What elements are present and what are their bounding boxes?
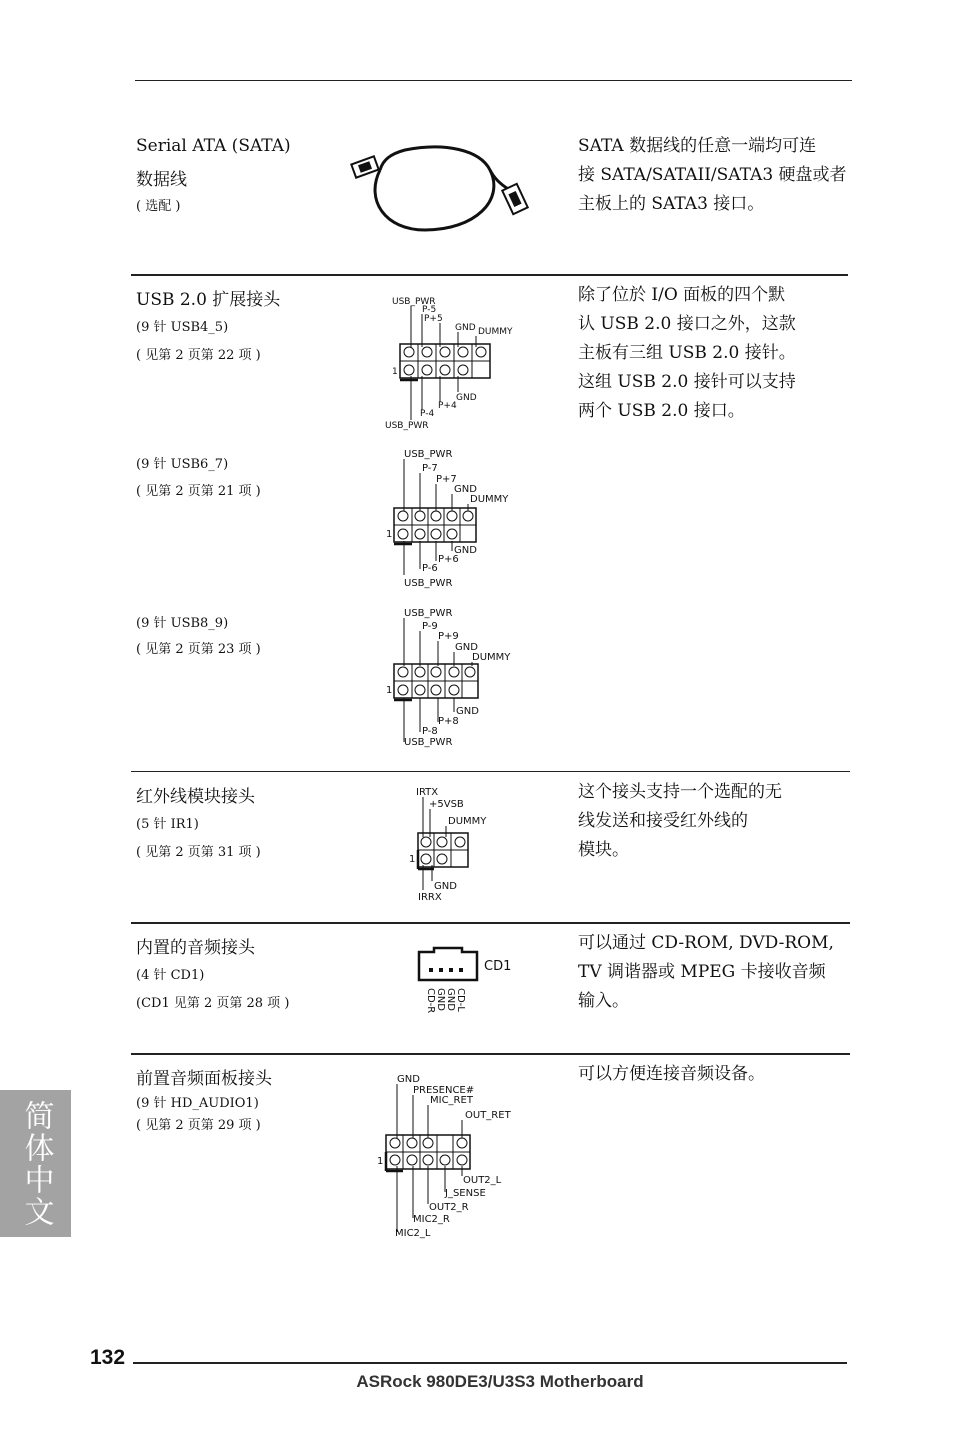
ir-description: [578, 778, 782, 865]
page-number: 132: [90, 1346, 126, 1369]
pin-label: GND: [397, 1074, 420, 1085]
pin1-marker: 1: [386, 685, 393, 696]
hd-audio-header-diagram: [375, 1070, 535, 1242]
sata-title-2: 数据线: [136, 170, 187, 190]
usb2-ref: ( 见第 2 页第 21 项 ): [136, 484, 261, 499]
audio-ref: ( 见第 2 页第 29 项 ): [136, 1118, 261, 1133]
audio-title: 前置音频面板接头: [136, 1069, 272, 1089]
usb3-pins: (9 针 USB8_9): [136, 616, 229, 631]
usb3-ref: ( 见第 2 页第 23 项 ): [136, 642, 261, 657]
ir-ref: ( 见第 2 页第 31 项 ): [136, 845, 261, 860]
footer-product: ASRock 980DE3/U3S3 Motherboard: [356, 1372, 644, 1391]
pin-label: P-9: [422, 621, 438, 632]
pin-label: GND: [456, 393, 477, 403]
pin-label: OUT2_L: [463, 1175, 502, 1186]
language-label: 简体中文: [18, 1099, 54, 1228]
pin-label: DUMMY: [448, 816, 487, 827]
usb1-ref: ( 见第 2 页第 22 项 ): [136, 348, 261, 363]
cd-header-diagram: [414, 946, 524, 1022]
pin-label: USB_PWR: [404, 449, 453, 460]
pin-label: P-8: [422, 726, 438, 737]
pin-label: USB_PWR: [404, 737, 453, 748]
pin-label: P-4: [420, 409, 435, 419]
pin1-marker: 1: [409, 854, 416, 865]
footer-rule: [133, 1362, 847, 1364]
pin-label: MIC2_R: [413, 1214, 450, 1225]
pin-label: P+5: [424, 314, 443, 324]
language-side-tab: [0, 1090, 71, 1237]
sata-desc-line: SATA 数据线的任意一端均可连: [578, 136, 817, 156]
ir-desc-line: 这个接头支持一个选配的无: [578, 782, 782, 802]
pin1-marker: 1: [377, 1156, 384, 1167]
cd-pins: (4 针 CD1): [136, 968, 205, 983]
pin-label: OUT_RET: [465, 1110, 511, 1121]
pin1-marker: 1: [392, 367, 398, 377]
usb-desc-line: 两个 USB 2.0 接口。: [578, 401, 745, 421]
cd-desc-line: 输入。: [578, 991, 629, 1011]
usb4-5-header-diagram: [380, 292, 530, 432]
pin-label: GND: [445, 988, 456, 1011]
cd1-label: CD1: [484, 959, 512, 974]
pin-label: P-7: [422, 463, 438, 474]
usb-desc-line: 认 USB 2.0 接口之外，这款: [578, 314, 796, 334]
pin-label: USB_PWR: [385, 421, 429, 431]
section-rule: [131, 922, 850, 924]
usb-title: USB 2.0 扩展接头: [136, 290, 281, 310]
pin-label: MIC2_L: [395, 1228, 431, 1239]
sata-desc-line: 主板上的 SATA3 接口。: [578, 194, 765, 214]
pin-label: P+7: [436, 474, 457, 485]
usb-desc-line: 除了位於 I/O 面板的四个默: [578, 285, 786, 305]
pin-label: DUMMY: [472, 652, 511, 663]
cd-description: [578, 929, 834, 1016]
sata-description: [578, 132, 847, 219]
sata-title: Serial ATA (SATA): [136, 136, 291, 156]
usb2-pins: (9 针 USB6_7): [136, 457, 229, 472]
pin-label: P-5: [422, 305, 437, 315]
audio-description: [578, 1060, 765, 1089]
cd-title: 内置的音频接头: [136, 938, 255, 958]
usb6-7-header-diagram: [380, 445, 530, 595]
usb-desc-line: 主板有三组 USB 2.0 接针。: [578, 343, 796, 363]
pin-label: USB_PWR: [404, 608, 453, 619]
cd-desc-line: TV 调谐器或 MPEG 卡接收音频: [578, 962, 826, 982]
sata-desc-line: 接 SATA/SATAII/SATA3 硬盘或者: [578, 165, 847, 185]
cd-ref: (CD1 见第 2 页第 28 项 ): [136, 996, 290, 1011]
pin-label: CD-R: [425, 988, 436, 1014]
ir-header-diagram: [400, 782, 510, 906]
pin-label: USB_PWR: [392, 297, 436, 307]
ir-desc-line: 模块。: [578, 840, 629, 860]
pin-label: GND: [455, 323, 476, 333]
pin-label: GND: [454, 545, 477, 556]
section-rule: [131, 771, 850, 772]
pin-label: P-6: [422, 563, 438, 574]
pin-label: P+9: [438, 631, 459, 642]
pin-label: PRESENCE#: [413, 1085, 475, 1096]
pin-label: USB_PWR: [404, 578, 453, 589]
pin-label: CD-L: [455, 988, 466, 1012]
ir-title: 红外线模块接头: [136, 787, 255, 807]
pin-label: DUMMY: [470, 494, 509, 505]
pin-label: +5VSB: [429, 799, 464, 810]
usb1-pins: (9 针 USB4_5): [136, 320, 229, 335]
ir-pins: (5 针 IR1): [136, 817, 199, 832]
ir-desc-line: 线发送和接受红外线的: [578, 811, 748, 831]
pin-label: J_SENSE: [445, 1188, 486, 1199]
pin-label: IRTX: [416, 787, 439, 798]
pin-label: IRRX: [418, 892, 442, 903]
pin-label: DUMMY: [478, 327, 513, 337]
section-rule: [131, 1053, 850, 1055]
pin-label: GND: [456, 706, 479, 717]
cd-desc-line: 可以通过 CD-ROM, DVD-ROM,: [578, 933, 834, 953]
pin-label: MIC_RET: [430, 1095, 473, 1106]
top-rule: [135, 80, 852, 81]
usb-description: [578, 281, 796, 426]
sata-cable-image: [345, 140, 545, 240]
pin-label: GND: [435, 988, 446, 1011]
pin-label: P+6: [438, 554, 459, 565]
audio-pins: (9 针 HD_AUDIO1): [136, 1096, 259, 1111]
usb-desc-line: 这组 USB 2.0 接针可以支持: [578, 372, 796, 392]
pin-label: GND: [434, 881, 457, 892]
pin-label: GND: [455, 642, 478, 653]
pin-label: P+8: [438, 716, 459, 727]
pin-label: GND: [454, 484, 477, 495]
usb8-9-header-diagram: [380, 604, 530, 754]
pin-label: OUT2_R: [429, 1202, 469, 1213]
pin1-marker: 1: [386, 529, 393, 540]
audio-desc-line: 可以方便连接音频设备。: [578, 1064, 765, 1084]
sata-note: ( 选配 ): [136, 199, 181, 214]
section-rule: [131, 274, 848, 276]
pin-label: P+4: [438, 401, 457, 411]
